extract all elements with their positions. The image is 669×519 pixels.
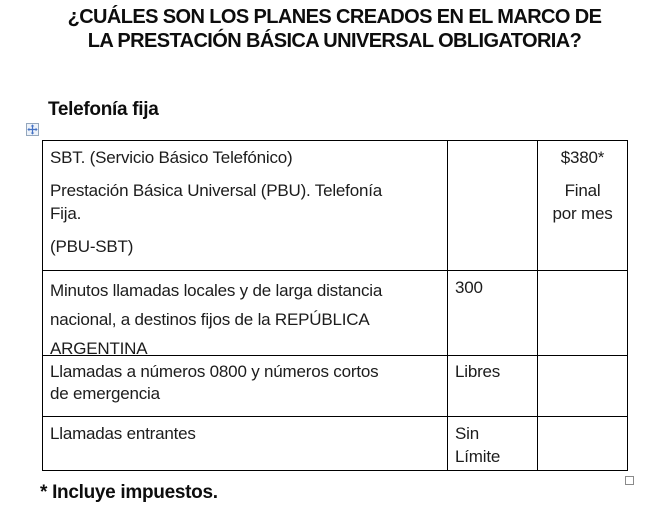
table-resize-handle[interactable] <box>625 476 634 485</box>
cell-text: Final <box>564 181 601 200</box>
cell-text: de emergencia <box>50 384 160 403</box>
cell-text: Límite <box>455 447 501 466</box>
cell-text: Llamadas entrantes <box>50 424 196 443</box>
table-cell-value-row1[interactable] <box>448 271 537 355</box>
cell-text: Fija. <box>50 204 82 223</box>
cell-text: $380* <box>560 148 605 167</box>
table-cell-price-row1[interactable] <box>538 271 627 355</box>
page-title <box>0 5 669 53</box>
table-cell-concept-row2[interactable] <box>43 356 447 416</box>
move-icon <box>27 124 38 135</box>
cell-text: SBT. (Servicio Básico Telefónico) <box>50 148 293 167</box>
table-cell-concept-row1[interactable] <box>43 271 447 355</box>
cell-text: Libres <box>455 362 501 381</box>
page-title-line-1: ¿CUÁLES SON LOS PLANES CREADOS EN EL MARCO DE <box>67 6 602 28</box>
cell-text: Minutos llamadas locales y de larga distancia <box>50 281 383 300</box>
table-cell-price-row0[interactable] <box>538 141 627 270</box>
table-cell-price-row3[interactable] <box>538 417 627 470</box>
table-cell-concept-row0[interactable] <box>43 141 447 270</box>
cell-text: ARGENTINA <box>50 339 148 355</box>
cell-text: nacional, a destinos fijos de la REPÚBLICA <box>50 310 370 329</box>
table-cell-concept-row3[interactable] <box>43 417 447 470</box>
table-move-handle[interactable] <box>26 123 39 136</box>
plans-table <box>42 140 628 471</box>
cell-text: Sin <box>455 424 479 443</box>
cell-text: 300 <box>455 278 483 297</box>
cell-text: Prestación Básica Universal (PBU). Telefonía <box>50 181 382 200</box>
table-cell-value-row2[interactable] <box>448 356 537 416</box>
table-cell-price-row2[interactable] <box>538 356 627 416</box>
table-cell-value-row3[interactable] <box>448 417 537 470</box>
cell-text: Llamadas a números 0800 y números cortos <box>50 362 379 381</box>
cell-text: por mes <box>552 204 613 223</box>
table-cell-value-row0[interactable] <box>448 141 537 270</box>
footnote: * Incluye impuestos. <box>40 482 218 503</box>
cell-text: (PBU-SBT) <box>50 237 134 256</box>
page-title-line-2: LA PRESTACIÓN BÁSICA UNIVERSAL OBLIGATORIA? <box>87 30 582 52</box>
section-heading: Telefonía fija <box>48 99 159 120</box>
